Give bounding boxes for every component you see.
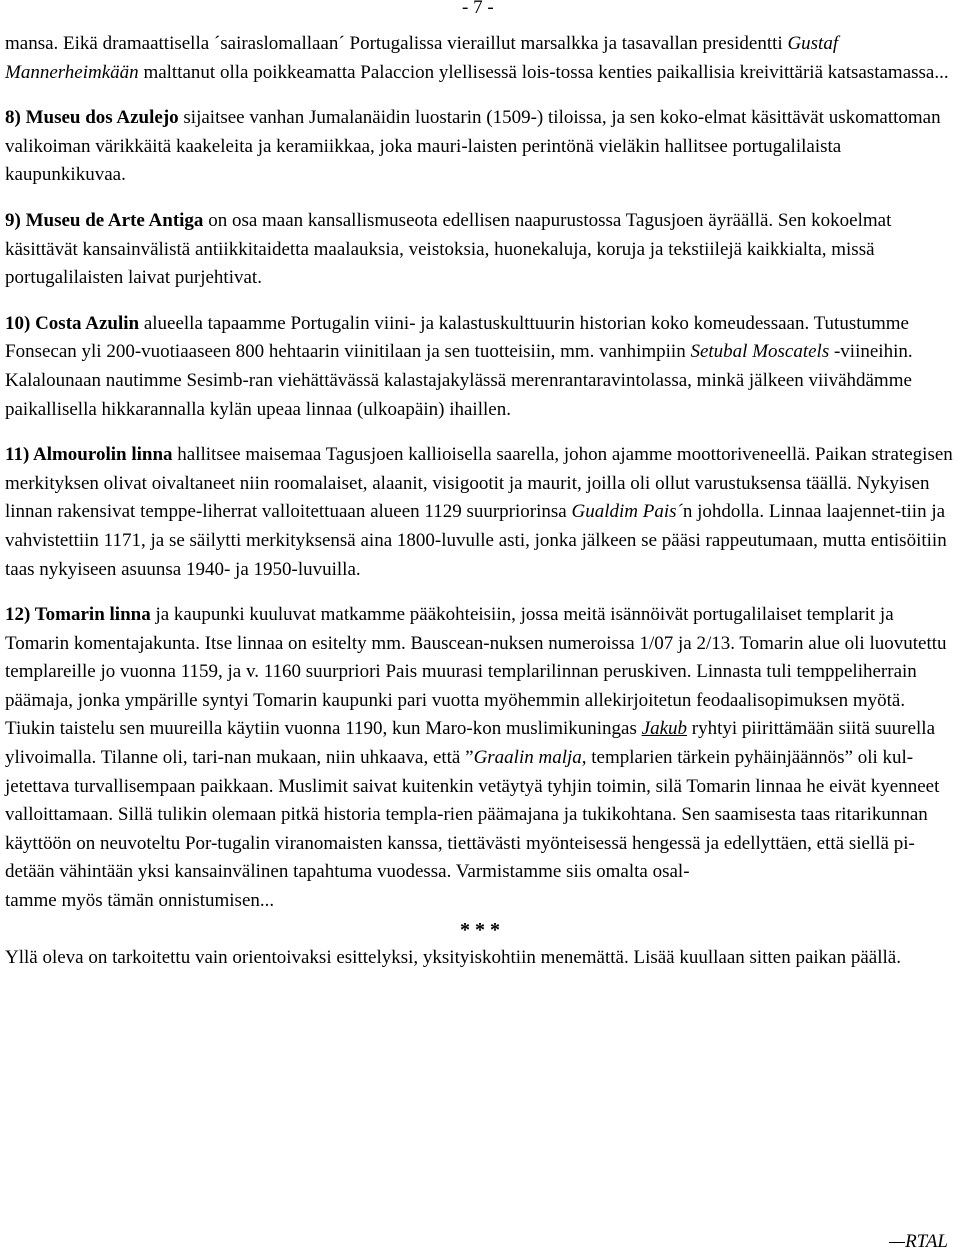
intro-name: Gustaf Mannerheimkään [5,33,839,83]
signature-dash [889,1242,905,1243]
section-12-text-1: ja kaupunki kuuluvat matkamme pääkohteisiin, jossa meitä isännöivät portugalilaiset templarit ja Tomarin komentajakunta. Itse linnaa on esitelty mm. Bauscean-nuksen numeroissa 1/07 ja 2/13. Tomarin alue oli luovutettu templareille jo vuonna 1159, ja v. 1160 suurpriori Pais muurasi templarilinnan peruskiven. Linnasta tuli temppeliherrain päämaja, jonka ympärille syntyi Tomarin kaupunki pari vuotta myöhemmin allekirjoitetun feodaalisopimuksen myötä. Tiukin taistelu sen muureilla käytiin vuonna 1190, kun Maro-kon muslimikuningas [5,604,947,740]
section-11-text-2: n johdolla. Linnaa laajennet-tiin ja vahvistettiin 1171, ja se säilytti merkityksensä aina 1800-luvulle asti, jonka jälkeen se pääsi rappeutumaan, mutta entisöitiin taas nykyiseen asuunsa 1940- ja 1950-luvuilla. [5,501,947,580]
intro-paragraph [5,30,955,87]
section-10-heading: 10) Costa Azulin [5,312,140,334]
section-12-name-jakub: Jakub [641,718,688,740]
section-8-text: sijaitsee vanhan Jumalanäidin luostarin (1509-) tiloissa, ja sen koko-elmat käsittävät uskomattoman valikoiman värikkäitä kaakeleita ja keramiikkaa, joka mauri-laisten perintönä vieläkin hallitsee portugalilaista kaupunkikuvaa. [5,107,941,186]
section-10-text-2: -viineihin. Kalalounaan nautimme Sesimb-ran viehättävässä kalastajakylässä merenrantaravintolassa, minkä jälkeen viivähdämme paikallisella hikkarannalla kylän upeaa linnaa (ulkoapäin) ihaillen. [5,341,913,420]
section-12-text-4: tamme myös tämän onnistumisen... [5,890,275,912]
signature-text: RTAL [905,1231,948,1252]
section-11-name: Gualdim Pais´ [571,501,683,523]
section-10-wine-name: Setubal Moscatels [690,341,830,363]
section-11 [5,441,955,584]
section-12-text-3: , templarien tärkein pyhäinjäännös” oli kul-jetettava turvallisempaan paikkaan. Muslimit saivat kuitenkin vetäytyä tyhjin toimin, silä Tomarin linnaa he eivät kyenneet valloittamaan. Sillä tulikin olemaan pitkä historia templa-rien päämajana ja tukikohtana. Sen saamisesta taas ritarikunnan käyttöön on neuvoteltu Por-tugalin viranomaisten kanssa, tiettävästi myönteisessä hengessä ja edellyttäen, että siellä pi-detään vähintään yksi kansainvälinen tapahtuma vuodessa. Varmistamme siis omalta osal- [5,747,940,883]
intro-text-1: mansa. Eikä dramaattisella ´sairaslomallaan´ Portugalissa vieraillut marsalkka ja tasavallan presidentti [5,33,788,54]
document-body [5,30,955,973]
section-9-heading: 9) Museu de Arte Antiga [5,209,204,231]
page-number: - 7 - [462,0,494,18]
section-12-text-2: ryhtyi piirittämään siitä suurella ylivoimalla. Tilanne oli, tari-nan mukaan, niin uhkaava, että ” [5,718,936,769]
section-9 [5,207,955,293]
section-10-text-1: alueella tapaamme Portugalin viini- ja kalastuskulttuurin historian koko komeudessaan. Tutustumme Fonsecan yli 200-vuotiaaseen 800 hehtaarin viinitilaan ja sen tuotteisiin, mm. vanhimpiin [5,312,909,363]
signature [889,1228,948,1256]
section-11-text-1: hallitsee maisemaa Tagusjoen kallioisella saarella, johon ajamme moottoriveneellä. Paikan strategisen merkityksen olivat oivaltaneet niin roomalaiset, alaanit, visigootit ja maurit, joilla oli ollut varustuksensa täällä. Nykyisen linnan rakensivat temppe-liherrat valloitettuaan alueen 1129 suurpriorinsa [5,444,953,523]
intro-text-2: malttanut olla poikkeamatta Palaccion ylellisessä lois-tossa kenties paikallisia kreivittäriä katsastamassa... [138,61,949,83]
section-12-grail: Graalin malja [473,747,582,769]
section-11-heading: 11) Almourolin linna [5,444,173,466]
section-8 [5,104,955,190]
section-separator: * * * [460,918,500,941]
section-8-heading: 8) Museu dos Azulejo [5,107,179,129]
footer-note: Yllä oleva on tarkoitettu vain orientoivaksi esittelyksi, yksityiskohtiin menemättä. Lisää kuullaan sitten paikan päällä. [5,947,901,969]
section-12 [5,601,955,916]
section-10 [5,310,955,424]
section-12-heading: 12) Tomarin linna [5,604,151,626]
section-9-text: on osa maan kansallismuseota edellisen naapurustossa Tagusjoen äyräällä. Sen kokoelmat käsittävät kansainvälistä antiikkitaidetta maalauksia, veistoksia, huonekaluja, koruja ja tekstiilejä kaikkialta, missä portugalilaisten laivat purjehtivat. [5,209,892,289]
